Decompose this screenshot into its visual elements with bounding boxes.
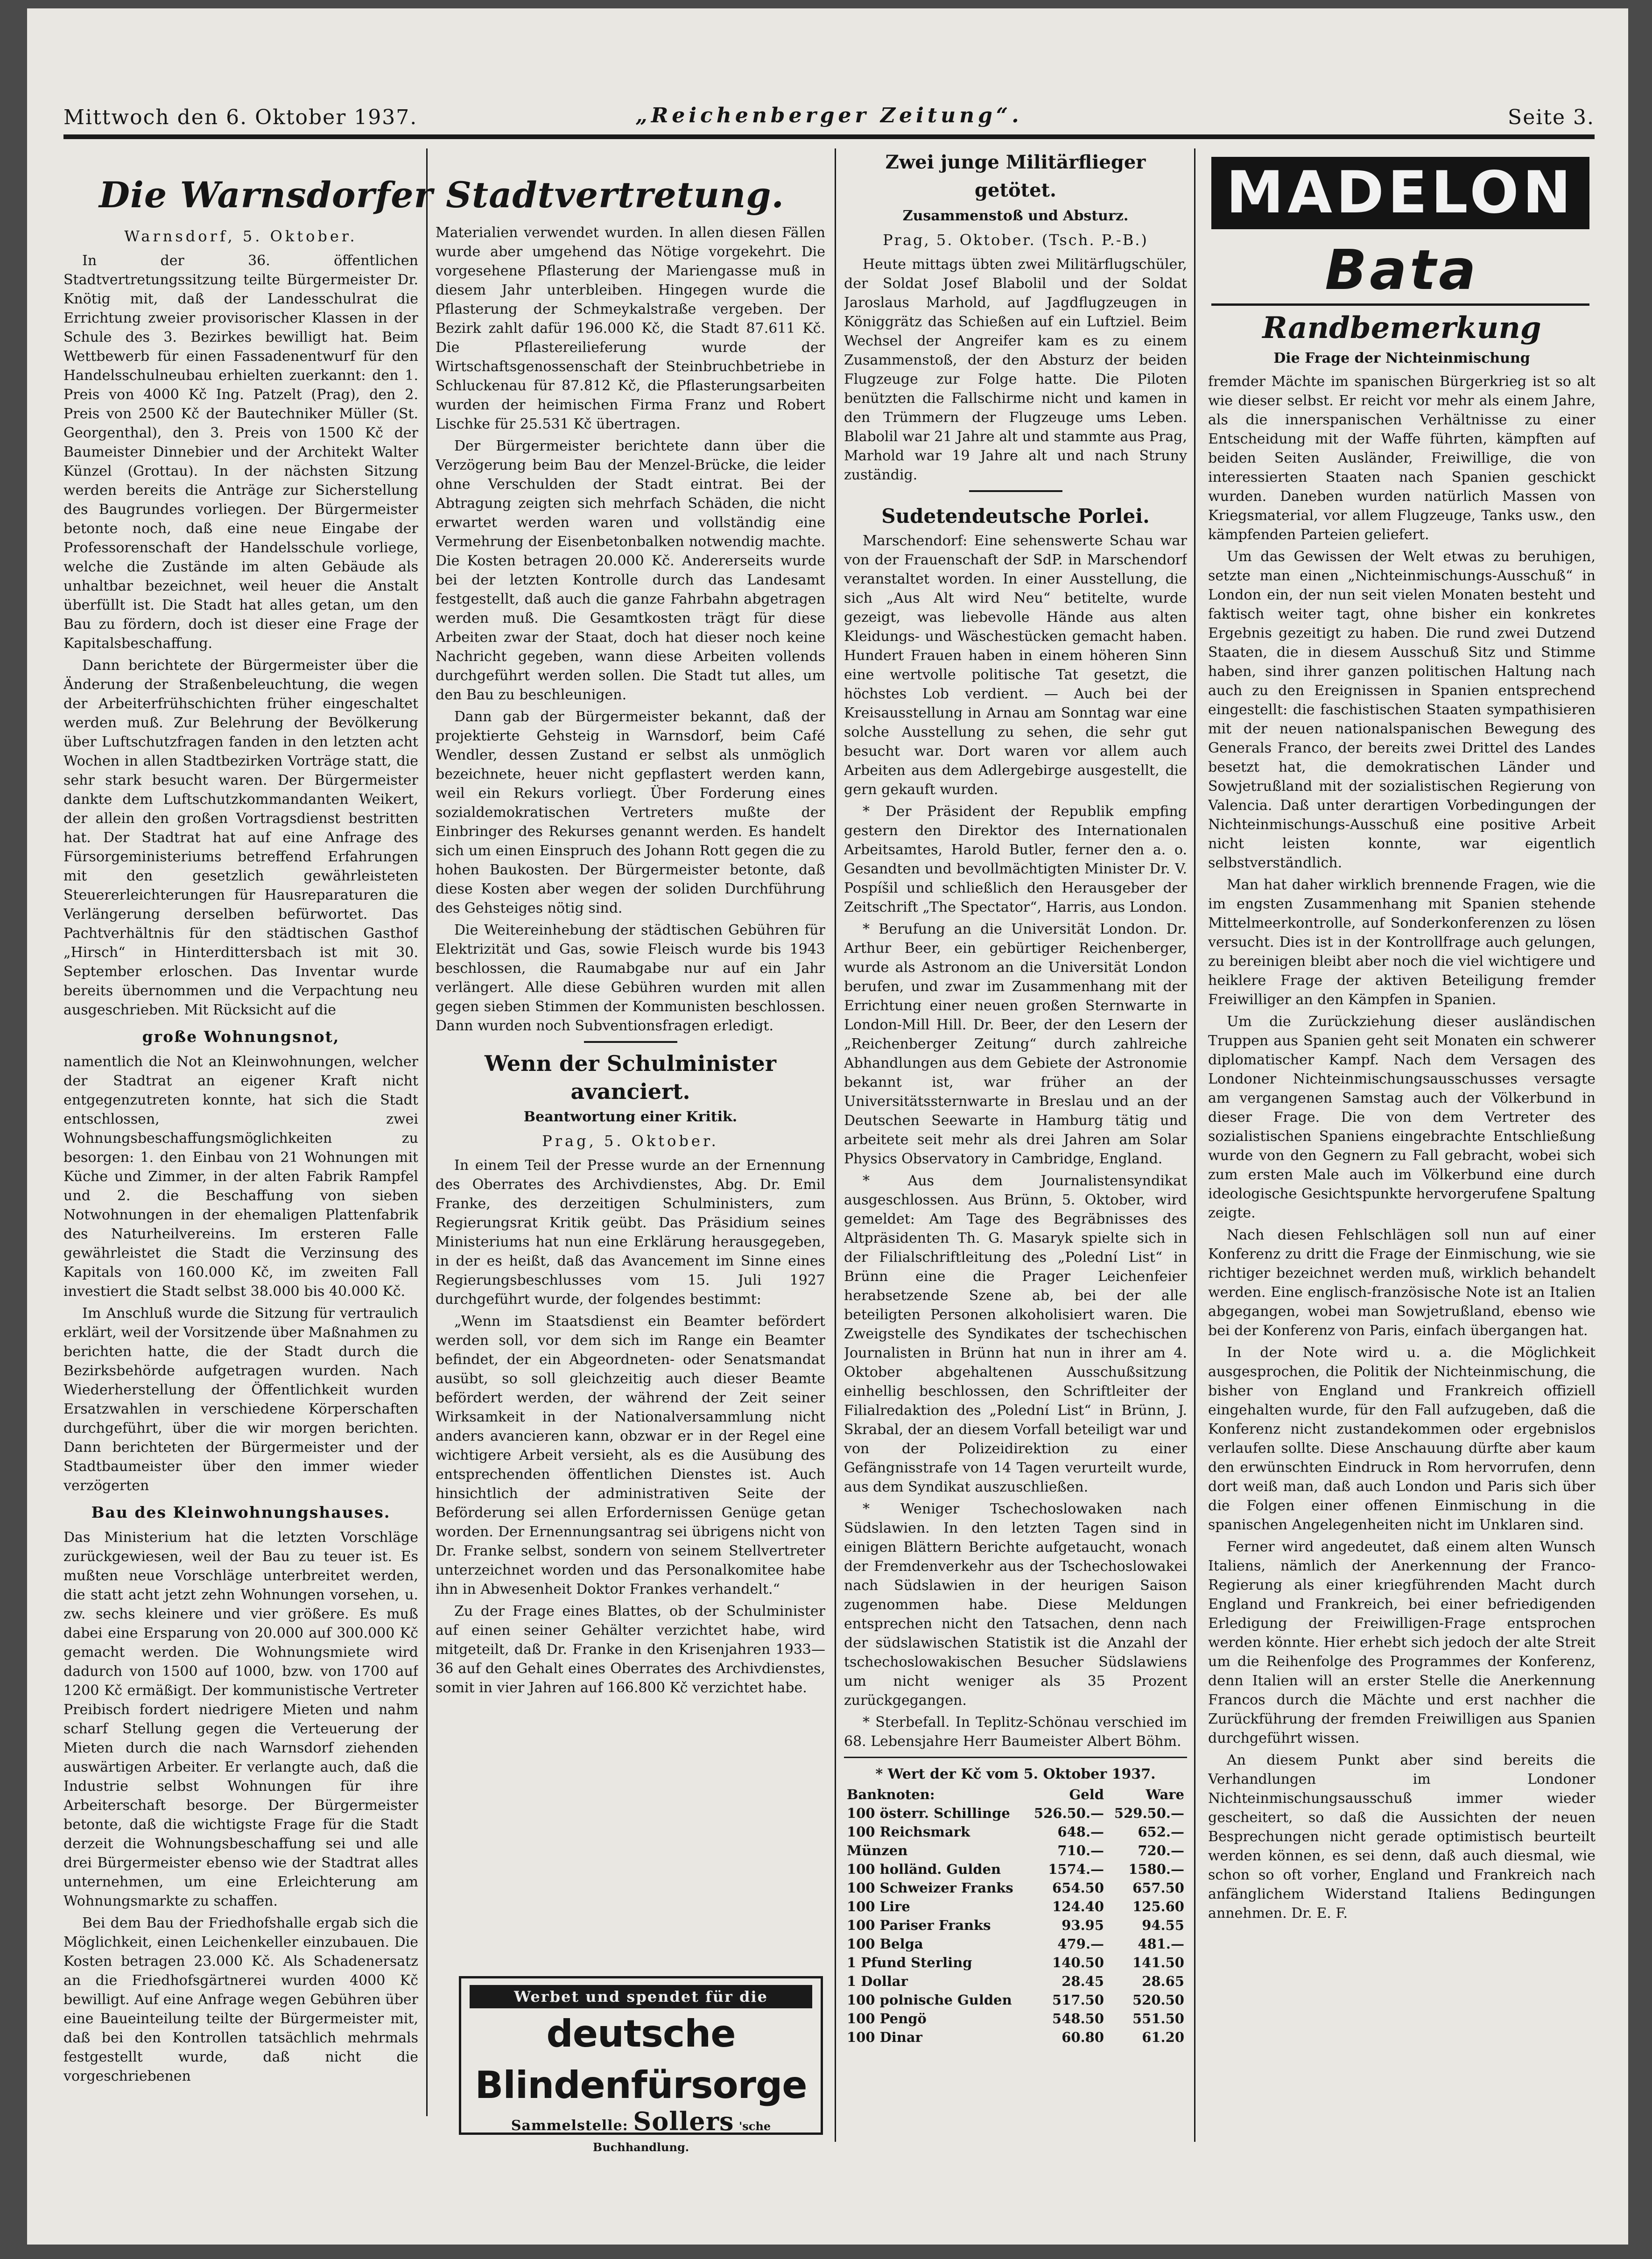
column-header: Banknoten: [847,1787,935,1802]
paragraph: Marschendorf: Eine sehenswerte Schau war von der Frauenschaft der SdP. in Marschendorf veranstaltet worden. In einer Ausstellung, die sich „Aus Alt wird Neu“ betitelte, wurde gezeigt, was liebevolle Hände aus alten Kleidungs- und Wäschestücken gemacht haben. Hundert Frauen haben in einem höheren Sinn eine wertvolle politische Tat gesetzt, die höchstes Lob verdient. — Auch bei der Kreisausstellung in Arnau am Sonntag war eine solche Ausstellung zu sehen, die sehr gut besucht war. Dort waren vor allem auch Arbeiten aus dem Adlergebirge ausgestellt, die gern gekauft wurden. [844,533,1187,798]
table-row [844,1860,1187,1879]
column-header: Ware [1146,1787,1184,1802]
article-headline: Zwei junge Militärflieger getötet. [885,151,1146,201]
currency-cell: 1 Pfund Sterling [847,1955,972,1970]
table-row [844,1841,1187,1860]
sell-cell: 28.65 [1142,1973,1184,1989]
sell-cell: 1580.— [1128,1861,1184,1877]
exchange-rates-table [844,1785,1187,2047]
paragraph: Dann berichtete der Bürgermeister über die Änderung der Straßenbeleuchtung, die wegen der Arbeiterfrühschichten früher eingeschaltet werden muß. Zur Belehrung der Bevölkerung über Luftschutzfragen fanden in den letzten acht Wochen in allen Stadtbezirken Vorträge statt, die sehr stark besucht waren. Der Bürgermeister dankte dem Luftschutzkommandanten Weikert, der allein den großen Vortragsdienst bestritten hat. Der Stadtrat hat auf eine Anfrage des Fürsorgeministeriums betreffend Erfahrungen mit den gesetzlich gewährleisteten Steuererleichterungen für Hausreparaturen die Verlängerung derselben befürwortet. Das Pachtverhältnis für den städtischen Gasthof „Hirsch“ in Hinterdittersbach ist mit 30. September erloschen. Das Inventar wurde bereits übernommen und die Verpachtung neu ausgeschrieben. Mit Rücksicht auf die [63,657,418,1018]
currency-cell: 100 Pengö [847,2011,927,2027]
buy-cell: 28.45 [1061,1973,1104,1989]
table-row [844,1991,1187,2009]
madelon-ad-logo: MADELON [1211,157,1589,229]
paragraph: namentlich die Not an Kleinwohnungen, welcher der Stadtrat an eigener Kraft nicht entgegenzutreten konnte, hat sich die Stadt entschlossen, zwei Wohnungsbeschaffungsmöglichkeiten zu besorgen: 1. den Einbau von 21 Wohnungen mit Küche und Zimmer, in der alten Fabrik Rampfel und 2. die Beschaffung von sieben Notwohnungen in der ehemaligen Plattenfabrik des Naturheilvereins. Im ersteren Falle gewährleistet die Stadt die Verzinsung des Kapitals von 160.000 Kč, im zweiten Fall investiert die Stadt selbst 38.000 bis 40.000 Kč. [63,1054,418,1300]
article-dateline: Prag, 5. Oktober. [542,1132,719,1150]
column-1 [63,223,418,2217]
table-row [844,2028,1187,2047]
newspaper-page [27,8,1628,2245]
column-rule [1194,148,1195,2142]
currency-cell: 100 polnische Gulden [847,1992,1012,2008]
buy-cell: 548.50 [1052,2011,1104,2027]
divider [1211,303,1589,306]
column-header: Geld [1069,1787,1104,1802]
exchange-rates-title: * Wert der Kč vom 5. Oktober 1937. [875,1766,1156,1782]
table-row [844,1823,1187,1841]
table-row [844,1935,1187,1953]
ad-main-text: deutsche Blindenfürsorge [475,2012,807,2107]
buy-cell: 60.80 [1061,2029,1104,2045]
paragraph: In der 36. öffentlichen Stadtvertretungssitzung teilte Bürgermeister Dr. Knötig mit, daß der Landesschulrat die Errichtung zweier provisorischer Klassen in der Schule des 3. Bezirkes bewilligt hat. Beim Wettbewerb für einen Fassadenentwurf für den Handelsschulneubau erhielten zuerkannt: den 1. Preis von 4000 Kč Ing. Patzelt (Prag), den 2. Preis von 2500 Kč der Bautechniker Müller (St. Georgenthal), den 3. Preis von 1500 Kč der Baumeister Dinnebier und der Architekt Walter Künzel (Grottau). In der nächsten Sitzung werden bereits die Anträge zur Sicherstellung des Baugrundes vorliegen. Der Bürgermeister betonte noch, daß eine neue Eingabe der Professorenschaft der Handelsschule vorliege, welche die Zustände im alten Gebäude als unhaltbar bezeichnet, weil heuer die Anstalt überfüllt ist. Die Stadt hat alles getan, um den Bau zu fördern, doch ist dieser eine Frage der Kapitalsbeschaffung. [63,253,418,652]
buy-cell: 140.50 [1052,1955,1104,1970]
paragraph: Im Anschluß wurde die Sitzung für vertraulich erklärt, weil der Vorsitzende über Maßnahmen zu berichten hatte, die der Stadt durch die Bezirksbehörde aufgetragen wurden. Nach Wiederherstellung der Öffentlichkeit wurden Ersatzwahlen in verschiedene Körperschaften durchgeführt, über die wir morgen berichten. Dann berichteten der Bürgermeister und der Stadtbaumeister über den immer wieder verzögerten [63,1305,418,1494]
currency-cell: 1 Dollar [847,1973,908,1989]
buy-cell: 526.50.— [1033,1805,1104,1821]
paragraph: Das Ministerium hat die letzten Vorschläge zurückgewiesen, weil der Bau zu teuer ist. Es mußten neue Vorschläge unterbreitet werden, die statt acht jetzt zehn Wohnungen vorsehen, u. zw. sechs kleinere und vier größere. Es muß dabei eine Ersparung von 20.000 auf 300.000 Kč gemacht werden. Die Wohnungsmiete wird dadurch von 1500 auf 1000, bzw. von 1700 auf 1200 Kč ermäßigt. Der kommunistische Vertreter Preibisch fordert niedrigere Mieten und nahm scharf Stellung gegen die Verteuerung der Mieten durch die nach Warnsdorf ziehenden auswärtigen Arbeiter. Er verlangte auch, daß die Industrie selbst Wohnungen für ihre Arbeiterschaft besorge. Der Bürgermeister betonte, daß die wichtigste Frage für die Stadt derzeit die Wohnungsbeschaffung sei und alle drei Bürgermeister ebenso wie der Stadtrat alles unternehmen, um eine Erleichterung am Wohnungsmarkte zu schaffen. [63,1529,418,1909]
paragraph: In einem Teil der Presse wurde an der Ernennung des Oberrates des Archivdienstes, Abg. Dr. Emil Franke, des derzeitigen Schulministers, zum Regierungsrat Kritik geübt. Das Präsidium seines Ministeriums hat nun eine Erklärung herausgegeben, in der es heißt, daß das Avancement im Sinne eines Regierungsbeschlusses vom 15. Juli 1927 durchgeführt wurde, der folgendes bestimmt: [436,1157,825,1308]
table-row [844,1897,1187,1916]
table-row [844,1953,1187,1972]
paragraph: Man hat daher wirklich brennende Fragen, wie die im engsten Zusammenhang mit Spanien stehende Mittelmeerkontrolle, auf Sonderkonferenzen zu lösen versucht. Dies ist in der Kontrollfrage auch gelungen, zu bereinigen bleibt aber noch die viel wichtigere und heiklere Frage der aktiven Beteiligung fremder Freiwilliger an den Kämpfen in Spanien. [1208,877,1596,1008]
paragraph: Der Bürgermeister berichtete dann über die Verzögerung beim Bau der Menzel-Brücke, die leider ohne Verschulden der Stadt eintrat. Bei der Abtragung zeigten sich mehrfach Schäden, die nicht erwartet werden waren und vollständig eine Vermehrung der Eisenbetonbalken notwendig machte. Die Kosten betragen 20.000 Kč. Andererseits wurde bei der letzten Kontrolle durch das Landesamt festgestellt, daß auch die ganze Fahrbahn abgetragen werden muß. Die Gesamtkosten trägt für diese Arbeiten zwar der Staat, doch hat dieser noch keine Nachricht gegeben, wann diese Arbeiten vollends durchgeführt werden sollen. Die Stadt tut alles, um den Bau zu beschleunigen. [436,438,825,703]
table-row [844,1879,1187,1897]
paragraph: Dann gab der Bürgermeister bekannt, daß der projektierte Gehsteig in Warnsdorf, beim Café Wendler, dessen Zustand er selbst als unmöglich bezeichnete, heuer nicht gepflastert werden kann, weil ein Rekurs vorliegt. Über Forderung eines sozialdemokratischen Vertreters mußte der Einbringer des Rekurses genannt werden. Es handelt sich um einen Einspruch des Johann Rott gegen die zu hohen Baukosten. Der Bürgermeister betonte, daß diese Kosten aber wegen der soliden Durchführung des Gehsteiges nötig sind. [436,709,825,916]
paragraph: Zu der Frage eines Blattes, ob der Schulminister auf einen seiner Gehälter verzichtet habe, wird mitgeteilt, daß Dr. Franke in den Krisenjahren 1933—36 auf den Gehalt eines Oberrates des Archivdienstes, somit in vier Jahren auf 166.800 Kč verzichtet habe. [436,1603,825,1696]
column-2 [436,223,825,1964]
sell-cell: 551.50 [1132,2011,1184,2027]
paragraph: Bei dem Bau der Friedhofshalle ergab sich die Möglichkeit, einen Leichenkeller einzubauen. Die Kosten betragen 23.000 Kč. Als Schadenersatz an die Friedhofsgärtnerei wurden 4000 Kč bewilligt. Auf eine Anfrage wegen Gebühren über eine Baueinteilung teilte der Bürgermeister mit, daß bei den Kontrollen tatsächlich mehrmals festgestellt wurde, daß nicht die vorgeschriebenen [63,1915,418,2084]
buy-cell: 1574.— [1048,1861,1104,1877]
page-header [63,97,1595,139]
paragraph: * Der Präsident der Republik empfing gestern den Direktor des Internationalen Arbeitsamtes, Harold Butler, ferner den a. o. Gesandten und bevollmächtigten Minister Dr. V. Pospíšil und schließlich den Herausgeber der Zeitschrift „The Spectator“, Harris, aus London. [844,803,1187,915]
column-headline: Randbemerkung [1262,310,1541,345]
sell-cell: 520.50 [1132,1992,1184,2008]
column-rule [426,148,428,2116]
column-subheadline: Die Frage der Nichteinmischung [1273,350,1530,366]
paragraph: * Weniger Tschechoslowaken nach Südslawien. In den letzten Tagen sind in einigen Blättern Berichte aufgetaucht, wonach der Fremdenverkehr aus der Tschechoslowakei nach Südslawien in der heurigen Saison zugenommen habe. Diese Meldungen entsprechen nicht den Tatsachen, denn nach der südslawischen Statistik ist die Anzahl der tschechoslowakischen Besucher Südslawiens um nicht weniger als 35 Prozent zurückgegangen. [844,1501,1187,1709]
ad-banner: Werbet und spendet für die [470,1985,812,2008]
currency-cell: 100 Belga [847,1936,923,1952]
currency-cell: 100 österr. Schillinge [847,1805,1010,1821]
ad-label: Sammelstelle: [511,2118,628,2134]
buy-cell: 479.— [1057,1936,1104,1952]
column-3 [844,148,1187,2137]
currency-cell: 100 holländ. Gulden [847,1861,1001,1877]
table-row [844,1972,1187,1991]
sell-cell: 657.50 [1132,1880,1184,1896]
currency-cell: 100 Reichsmark [847,1824,970,1840]
currency-cell: 100 Lire [847,1899,910,1914]
paragraph: * Aus dem Journalistensyndikat ausgeschlossen. Aus Brünn, 5. Oktober, wird gemeldet: Am Tage des Begräbnisses des Altpräsidenten Th. G. Masaryk spielte sich in der Filialschriftleitung des „Polední List“ in Brünn eine die Prager Leichenfeier herabsetzende Szene ab, bei der alle beteiligten Personen alkoholisiert waren. Die Zweigstelle des Syndikates der tschechischen Journalisten in Brünn hat nun in ihrer am 4. Oktober abgehaltenen Ausschußsitzung einhellig beschlossen, den Schriftleiter der Filialredaktion des „Polední List“ in Brünn, J. Skrabal, der an diesem Vorfall beteiligt war und von der Polizeidirektion zu einer Gefängnisstrafe von 14 Tagen verurteilt wurde, aus dem Syndikat auszuschließen. [844,1173,1187,1495]
table-header-row [844,1785,1187,1804]
article-subheadline: Zusammenstoß und Absturz. [902,208,1129,224]
article-headline: Wenn der Schulminister avanciert. [484,1051,777,1104]
column-4 [1208,310,1596,2177]
buy-cell: 710.— [1057,1843,1104,1858]
section-subhead: große Wohnungsnot, [142,1027,340,1046]
sell-cell: 94.55 [1142,1917,1184,1933]
column-rule [835,148,836,2142]
buy-cell: 124.40 [1052,1899,1104,1914]
header-page-number: Seite 3. [1508,106,1595,129]
buy-cell: 648.— [1057,1824,1104,1840]
buy-cell: 93.95 [1061,1917,1104,1933]
paragraph: Heute mittags übten zwei Militärflugschüler, der Soldat Josef Blabolil und der Soldat Jaroslaus Marhold, auf Jagdflugzeugen in Königgrätz das Schießen auf ein Luftziel. Beim Wechsel der Angreifer kam es zu einem Zusammenstoß, der den Absturz der beiden Flugzeuge zur Folge hatte. Die Piloten benützten die Fallschirme nicht und kamen in den Trümmern der Flugzeuge ums Leben. Blabolil war 21 Jahre alt und stammte aus Prag, Marhold war 19 Jahre alt und nach Struny zuständig. [844,256,1187,483]
sell-cell: 529.50.— [1114,1805,1184,1821]
article-dateline: Prag, 5. Oktober. (Tsch. P.-B.) [883,231,1148,249]
sell-cell: 125.60 [1132,1899,1184,1914]
ad-brand-suffix: 'sche Buchhandlung. [592,2119,771,2154]
sell-cell: 481.— [1138,1936,1184,1952]
paragraph: An diesem Punkt aber sind bereits die Verhandlungen im Londoner Nichteinmischungsausschuß immer wieder gescheitert, so daß die Aussichten der neuen Besprechungen nicht gerade optimistisch beurteilt werden können, es sei denn, daß auch diesmal, wie schon so oft vorher, England und Frankreich nach anfänglichem Widerstand Italiens Bedingungen annehmen. Dr. E. F. [1208,1752,1596,1921]
paragraph: Materialien verwendet wurden. In allen diesen Fällen wurde aber umgehend das Nötige vorgekehrt. Die vorgesehene Pflasterung der Mariengasse muß in diesem Jahr unterbleiben. Hingegen wurde die Pflasterung der Schmeykalstraße vergeben. Der Bezirk zahlt dafür 196.000 Kč, die Stadt 87.611 Kč. Die Pflastereilieferung wurde der Wirtschaftsgenossenschaft der Steinbruchbetriebe in Schluckenau für 87.812 Kč, die Pflasterungsarbeiten wurden der heimischen Firma Franz und Robert Lischke für 25.531 Kč übertragen. [436,225,825,432]
section-subhead: Bau des Kleinwohnungshauses. [91,1503,391,1521]
bata-ad-logo: Bata [1325,238,1479,302]
table-row [844,2009,1187,2028]
table-row [844,1804,1187,1823]
paragraph: Die Weitereinhebung der städtischen Gebühren für Elektrizität und Gas, sowie Fleisch wurde bis 1943 beschlossen, die Raumabgabe nur auf ein Jahr verlängert. Alle diese Gebühren wurden mit allen gegen sieben Stimmen der Kommunisten beschlossen. Dann wurden noch Subventionsfragen erledigt. [436,922,825,1034]
sell-cell: 652.— [1138,1824,1184,1840]
table-row [844,1916,1187,1935]
divider [969,490,1062,492]
currency-cell: Münzen [847,1843,908,1858]
sell-cell: 720.— [1138,1843,1184,1858]
paragraph: fremder Mächte im spanischen Bürgerkrieg ist so alt wie dieser selbst. Er reicht vor mehr als einem Jahre, als die innerspanischen Verhältnisse zu einer Entscheidung mit der Waffe führten, kämpften auf beiden Seiten Ausländer, Freiwillige, die von interessierten Staaten nach Spanien geschickt wurden. Daneben wurden natürlich Massen von Kriegsmaterial, vor allem Flugzeuge, Tanks usw., den kämpfenden Parteien geliefert. [1208,373,1596,543]
divider [584,1041,677,1043]
paragraph: Ferner wird angedeutet, daß einem alten Wunsch Italiens, nämlich der Anerkennung der Franco-Regierung als einer kriegführenden Macht durch England und Frankreich, bei einer befriedigenden Erledigung der Freiwilligen-Frage entsprochen werden könnte. Hier erhebt sich jedoch der alte Streit um die Reihenfolge des Programmes der Konferenz, denn Italien will an erster Stelle die Anerkennung Francos durch die Mächte und erst nachher die Zurückführung der fremden Freiwilligen aus Spanien durchgeführt wissen. [1208,1539,1596,1746]
header-date: Mittwoch den 6. Oktober 1937. [63,106,418,129]
paragraph: „Wenn im Staatsdienst ein Beamter befördert werden soll, vor dem sich im Range ein Beamter befindet, der ein Abgeordneten- oder Senatsmandat ausübt, so soll gleichzeitig auch dieser Beamte befördert werden, der während der Zeit seiner Wirksamkeit in der Nationalversammlung nicht anders avancieren kann, obzwar er in der Regel eine wichtigere Arbeit versieht, als es die Ausübung des entsprechenden öffentlichen Dienstes ist. Auch hinsichtlich der administrativen Seite der Beförderung sei allen Erfordernissen Genüge getan worden. Der Ernennungsantrag sei übrigens nicht von Dr. Franke selbst, sondern von seinem Stellvertreter unterzeichnet worden und das Personalkomitee habe ihn in Abwesenheit Doktor Frankes verhandelt.“ [436,1313,825,1597]
buy-cell: 654.50 [1052,1880,1104,1896]
currency-cell: 100 Schweizer Franks [847,1880,1013,1896]
ad-brand: Sollers [633,2106,734,2136]
paragraph: * Sterbefall. In Teplitz-Schönau verschied im 68. Lebensjahre Herr Baumeister Albert Böhm. [844,1714,1187,1750]
paragraph: Nach diesen Fehlschlägen soll nun auf einer Konferenz zu dritt die Frage der Einmischung, wie sie richtiger bezeichnet werden muß, wirklich behandelt werden. Eine englisch-französische Note ist an Italien abgegangen, wobei man Sowjetrußland, ebenso wie bei der Konferenz von Paris, einfach übergangen hat. [1208,1227,1596,1339]
header-paper-title: „Reichenberger Zeitung“. [635,104,1023,127]
article-subheadline: Beantwortung einer Kritik. [523,1109,738,1125]
paragraph: Um die Zurückziehung dieser ausländischen Truppen aus Spanien geht seit Monaten ein schwerer diplomatischer Kampf. Nach dem Versagen des Londoner Nichteinmischungsausschusses versagte am vergangenen Samstag auch der Völkerbund in dieser Frage. Die von dem Vertreter des sozialistischen Spaniens eingebrachte Entschließung wurde von den Gegnern zu Fall gebracht, wobei sich zum ersten Male auch im Völkerbund eine durch ideologische Gesichtspunkte hervorgerufene Spaltung zeigte. [1208,1013,1596,1221]
buy-cell: 517.50 [1052,1992,1104,2008]
section-headline: Sudetendeutsche Porlei. [881,505,1150,528]
article-dateline: Warnsdorf, 5. Oktober. [124,227,358,245]
article-headline: Die Warnsdorfer Stadtvertretung. [99,174,784,216]
ad-footer [461,2106,821,2158]
paragraph: In der Note wird u. a. die Möglichkeit ausgesprochen, die Politik der Nichteinmischung, die bisher von England und Frankreich offiziell eingehalten wurde, für den Fall aufzugeben, daß die Konferenz nicht zustandekommen oder ergebnislos verlaufen sollte. Diese Anschauung dürfte aber kaum den erwünschten Eindruck in Rom hervorrufen, denn dort weiß man, daß auch London und Paris sich über die Folgen einer offenen Einmischung in die spanischen Angelegenheiten nicht im Unklaren sind. [1208,1344,1596,1533]
currency-cell: 100 Dinar [847,2029,922,2045]
advertisement-blindenfuersorge [459,1976,823,2154]
paragraph: * Berufung an die Universität London. Dr. Arthur Beer, ein gebürtiger Reichenberger, wurde als Astronom an die Universität London berufen, und zwar im Zusammenhang mit der Errichtung einer neuen großen Sternwarte in London-Mill Hill. Dr. Beer, der den Lesern der „Reichenberger Zeitung“ durch zahlreiche Abhandlungen aus dem Gebiete der Astronomie bekannt ist, war früher an der Universitätssternwarte in Breslau und an der Deutschen Seewarte in Hamburg tätig und arbeitete seit mehr als drei Jahren am Solar Physics Observatory in Cambridge, England. [844,921,1187,1167]
sell-cell: 141.50 [1132,1955,1184,1970]
sell-cell: 61.20 [1142,2029,1184,2045]
paragraph: Um das Gewissen der Welt etwas zu beruhigen, setzte man einen „Nichteinmischungs-Ausschuß“ in London ein, der nun seit vielen Monaten besteht und faktisch weiter tagt, ohne bisher ein konkretes Ergebnis gezeitigt zu haben. Die rund zwei Dutzend Staaten, die in diesem Ausschuß Sitz und Stimme haben, sind ihrer ganzen politischen Haltung nach auch zu den Ereignissen in Spanien entsprechend eingestellt: die faschistischen Staaten sympathisieren mit der neuen nationalspanischen Bewegung des Generals Franco, der bereits zwei Drittel des Landes besetzt hat, die demokratischen Länder und Sowjetrußland mit der sozialistischen Regierung von Valencia. Daß unter derartigen Vorbedingungen der Nichteinmischungs-Ausschuß eine positive Arbeit nicht leisten konnte, war eigentlich selbstverständlich. [1208,549,1596,871]
currency-cell: 100 Pariser Franks [847,1917,991,1933]
divider [844,1757,1187,1758]
